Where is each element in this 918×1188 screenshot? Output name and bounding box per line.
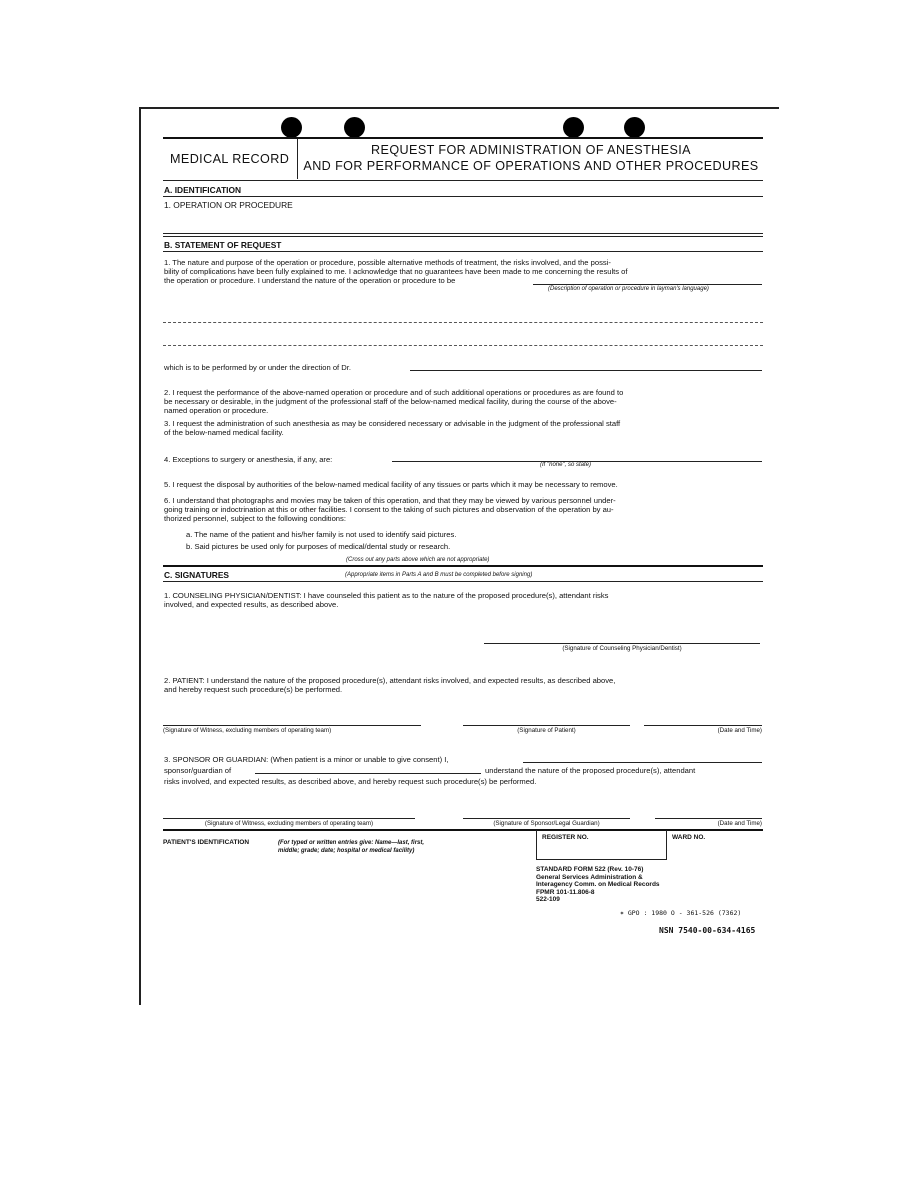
- register-no-label[interactable]: REGISTER NO.: [542, 834, 589, 841]
- page-border-left: [139, 107, 141, 1005]
- punch-hole-icon: [563, 117, 584, 138]
- description-line-3[interactable]: [163, 345, 763, 346]
- ward-no-label[interactable]: WARD NO.: [672, 834, 706, 841]
- footer-top-rule: [163, 829, 763, 831]
- exceptions-caption: (If "none", so state): [540, 462, 591, 468]
- sponsor-signature-field[interactable]: [463, 818, 630, 819]
- patient-signature-caption: (Signature of Patient): [517, 727, 576, 734]
- standard-form-block: STANDARD FORM 522 (Rev. 10-76) General Services Administration & Interagency Comm. on Medical Records FPMR 101-11.806-8 522-109: [536, 866, 660, 903]
- form-title-line2: AND FOR PERFORMANCE OF OPERATIONS AND OTHER PROCEDURES: [303, 159, 759, 173]
- register-box-bottom: [536, 859, 667, 860]
- witness1-signature-field[interactable]: [163, 725, 421, 726]
- patient-signature-field[interactable]: [463, 725, 630, 726]
- section-a-heading: A. IDENTIFICATION: [164, 185, 242, 195]
- sponsor-statement-line1: 3. SPONSOR OR GUARDIAN: (When patient is a minor or unable to give consent) I,: [164, 755, 449, 764]
- operation-field[interactable]: [163, 233, 763, 234]
- gpo-imprint: ✶ GPO : 1980 O - 361-526 (7362): [620, 909, 742, 917]
- date2-caption: (Date and Time): [717, 820, 762, 827]
- witness1-caption: (Signature of Witness, excluding members of operating team): [163, 727, 332, 734]
- patient-statement: 2. PATIENT: I understand the nature of the proposed procedure(s), attendant risks involved, and expected results, as described above, and hereby request such procedure(s) be performed.: [164, 676, 616, 694]
- section-b-heading: B. STATEMENT OF REQUEST: [164, 240, 282, 250]
- exceptions-label: 4. Exceptions to surgery or anesthesia, if any, are:: [164, 455, 333, 464]
- sponsor-signature-caption: (Signature of Sponsor/Legal Guardian): [493, 820, 600, 827]
- statement-item-1: 1. The nature and purpose of the operation or procedure, possible alternative methods of treatment, the risks involved, and the possi- bility of complications have been fully explained to me. I acknowledge that no guarantees have been made to me concerning the results of the operation or procedure. I understand the nature of the operation or procedure to be: [164, 258, 628, 285]
- section-a-rule: [163, 196, 763, 197]
- register-box-left: [536, 830, 537, 860]
- statement-item-3: 3. I request the administration of such anesthesia as may be considered necessary or advisable in the judgment of the professional staff of the below-named medical facility.: [164, 419, 621, 437]
- ward-box-left: [666, 830, 667, 860]
- nsn-number: NSN 7540-00-634-4165: [659, 926, 756, 935]
- patient-id-label: PATIENT'S IDENTIFICATION: [163, 839, 250, 846]
- punch-hole-icon: [281, 117, 302, 138]
- form-title-line1: REQUEST FOR ADMINISTRATION OF ANESTHESIA: [371, 143, 691, 157]
- physician-signature-field[interactable]: [484, 643, 760, 644]
- procedure-description-caption: (Description of operation or procedure in layman's language): [548, 286, 709, 292]
- punch-hole-icon: [344, 117, 365, 138]
- statement-item-5: 5. I request the disposal by authorities of the below-named medical facility of any tissues or parts which it may be necessary to remove.: [164, 480, 618, 489]
- counseling-statement: 1. COUNSELING PHYSICIAN/DENTIST: I have counseled this patient as to the nature of the proposed procedure(s), attendant risks involved, and expected results, as described above.: [164, 591, 609, 609]
- medical-record-label: MEDICAL RECORD: [170, 152, 290, 166]
- statement-item-6: 6. I understand that photographs and movies may be taken of this operation, and that they may be viewed by various personnel under- going training or indoctrination at this or other facilities. I consent to the taking of such pictures and observation of the operation by au- thorized personnel, subject to the following conditions:: [164, 496, 616, 523]
- operation-label: 1. OPERATION OR PROCEDURE: [164, 200, 293, 210]
- section-b-rule: [163, 251, 763, 252]
- statement-item-2: 2. I request the performance of the above-named operation or procedure and of such additional operations or procedures as are found to be necessary or desirable, in the judgment of the professional staff of the below-named medical facility, during the course of the above- named operation or procedure.: [164, 388, 624, 415]
- section-c-rule: [163, 581, 763, 582]
- section-c-heading: C. SIGNATURES: [164, 570, 229, 580]
- witness2-signature-field[interactable]: [163, 818, 415, 819]
- condition-a: a. The name of the patient and his/her family is not used to identify said pictures.: [186, 530, 457, 539]
- date1-field[interactable]: [644, 725, 762, 726]
- section-c-top-rule: [163, 565, 763, 567]
- sponsor-guardian-of-label: sponsor/guardian of: [164, 766, 232, 775]
- procedure-description-field[interactable]: [533, 284, 762, 285]
- physician-signature-caption: (Signature of Counseling Physician/Dentist): [562, 645, 682, 652]
- sponsor-statement-line3: risks involved, and expected results, as described above, and hereby request such procedure(s) be performed.: [164, 777, 537, 786]
- header-bottom-rule: [163, 180, 763, 181]
- section-c-caption: (Appropriate items in Parts A and B must be completed before signing): [345, 572, 533, 578]
- condition-b: b. Said pictures be used only for purposes of medical/dental study or research.: [186, 542, 451, 551]
- director-label: which is to be performed by or under the direction of Dr.: [164, 363, 351, 372]
- header-top-rule: [163, 137, 763, 139]
- header-divider: [297, 139, 298, 179]
- doctor-name-field[interactable]: [410, 370, 762, 371]
- sponsor-understand-label: understand the nature of the proposed procedure(s), attendant: [485, 766, 696, 775]
- punch-hole-icon: [624, 117, 645, 138]
- page-border-top: [139, 107, 779, 109]
- witness2-caption: (Signature of Witness, excluding members of operating team): [204, 820, 374, 827]
- date1-caption: (Date and Time): [717, 727, 762, 734]
- sponsor-name-field[interactable]: [523, 762, 762, 763]
- description-line-2[interactable]: [163, 322, 763, 323]
- cross-out-caption: (Cross out any parts above which are not appropriate): [346, 557, 490, 563]
- patient-id-note: (For typed or written entries give: Name—last, first, middle; grade; date; hospital or medical facility): [278, 840, 425, 854]
- ward-name-field[interactable]: [255, 773, 481, 774]
- section-b-top-rule: [163, 236, 763, 237]
- date2-field[interactable]: [655, 818, 762, 819]
- form-title: [300, 142, 762, 174]
